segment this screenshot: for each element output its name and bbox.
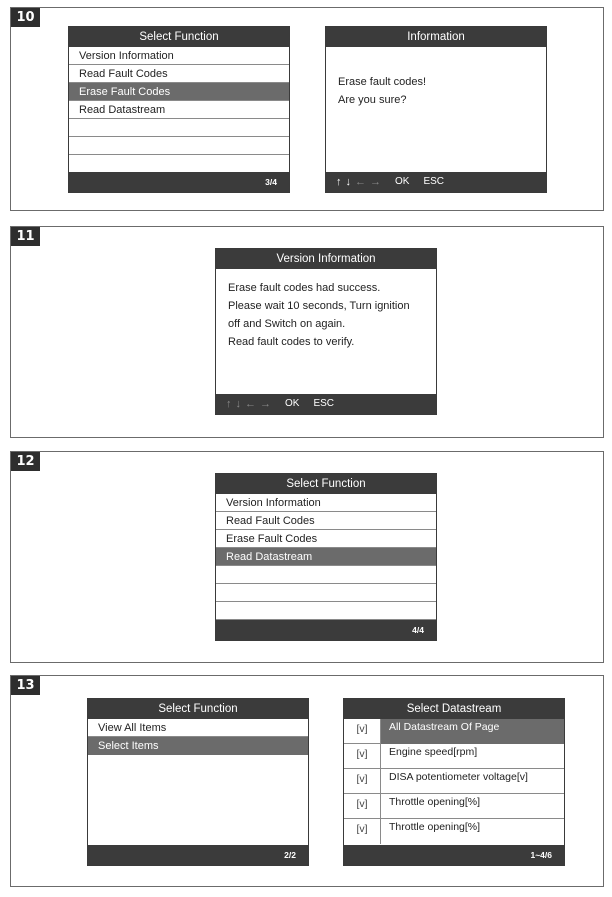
screen-title: Select Function bbox=[88, 699, 308, 719]
nav-keys bbox=[336, 172, 444, 192]
arrow-up-icon: ↑ bbox=[226, 398, 232, 410]
datastream-row[interactable] bbox=[344, 794, 564, 819]
arrow-right-icon: → bbox=[260, 398, 271, 410]
menu-item-empty bbox=[216, 584, 436, 602]
step-number-badge: 11 bbox=[11, 227, 40, 246]
menu-item-empty bbox=[216, 602, 436, 620]
arrow-down-icon[interactable]: ↓ bbox=[345, 176, 351, 188]
message-line: Read fault codes to verify. bbox=[228, 336, 355, 348]
row-checkbox[interactable]: [v] bbox=[344, 744, 381, 769]
row-label: Throttle opening[%] bbox=[389, 821, 481, 833]
select-function-screen bbox=[215, 473, 437, 641]
menu-item-version-information[interactable]: Version Information bbox=[216, 494, 436, 512]
screen-title: Select Function bbox=[216, 474, 436, 494]
step-10-panel bbox=[10, 7, 604, 211]
menu-item-read-datastream[interactable]: Read Datastream bbox=[216, 548, 436, 566]
screen-footer bbox=[326, 172, 546, 192]
page-indicator: 3/4 bbox=[265, 177, 277, 187]
row-checkbox[interactable]: [v] bbox=[344, 719, 381, 744]
screen-footer bbox=[88, 845, 308, 865]
ok-key[interactable]: OK bbox=[285, 398, 300, 409]
menu-item-read-fault-codes[interactable]: Read Fault Codes bbox=[69, 65, 289, 83]
menu-item-read-fault-codes[interactable]: Read Fault Codes bbox=[216, 512, 436, 530]
menu-item-erase-fault-codes[interactable]: Erase Fault Codes bbox=[216, 530, 436, 548]
arrow-right-icon: → bbox=[370, 176, 381, 188]
row-checkbox[interactable]: [v] bbox=[344, 794, 381, 819]
screen-footer bbox=[216, 620, 436, 640]
screen-title: Information bbox=[326, 27, 546, 47]
menu-item-version-information[interactable]: Version Information bbox=[69, 47, 289, 65]
menu-item-empty bbox=[69, 137, 289, 155]
message-line: Are you sure? bbox=[338, 94, 407, 106]
arrow-left-icon: ← bbox=[355, 176, 366, 188]
ok-key[interactable]: OK bbox=[395, 176, 410, 187]
arrow-left-icon: ← bbox=[245, 398, 256, 410]
datastream-list bbox=[344, 719, 564, 844]
result-message bbox=[228, 279, 426, 351]
row-checkbox[interactable]: [v] bbox=[344, 769, 381, 794]
screen-title: Version Information bbox=[216, 249, 436, 269]
select-function-screen bbox=[87, 698, 309, 866]
step-number-badge: 10 bbox=[11, 8, 40, 27]
datastream-row[interactable] bbox=[344, 769, 564, 794]
step-number-badge: 13 bbox=[11, 676, 40, 695]
select-function-screen bbox=[68, 26, 290, 193]
step-12-panel bbox=[10, 451, 604, 663]
information-screen bbox=[325, 26, 547, 193]
screen-footer bbox=[69, 172, 289, 192]
nav-keys bbox=[226, 394, 334, 414]
step-11-panel bbox=[10, 226, 604, 438]
menu-item-empty bbox=[69, 155, 289, 173]
row-label: Throttle opening[%] bbox=[389, 796, 481, 808]
message-line: Please wait 10 seconds, Turn ignition bbox=[228, 300, 410, 312]
menu-item-erase-fault-codes[interactable]: Erase Fault Codes bbox=[69, 83, 289, 101]
datastream-row[interactable] bbox=[344, 819, 564, 844]
menu-item-read-datastream[interactable]: Read Datastream bbox=[69, 101, 289, 119]
confirm-message bbox=[338, 73, 536, 109]
arrow-down-icon: ↓ bbox=[235, 398, 241, 410]
row-checkbox[interactable]: [v] bbox=[344, 819, 381, 844]
esc-key[interactable]: ESC bbox=[423, 176, 445, 187]
function-menu bbox=[69, 47, 289, 173]
function-menu bbox=[216, 494, 436, 620]
page-indicator: 1~4/6 bbox=[530, 850, 552, 860]
menu-item-select-items[interactable]: Select Items bbox=[88, 737, 308, 755]
arrow-up-icon[interactable]: ↑ bbox=[336, 176, 342, 188]
message-line: Erase fault codes! bbox=[338, 76, 427, 88]
menu-item-empty bbox=[69, 119, 289, 137]
row-label: DISA potentiometer voltage[v] bbox=[389, 771, 528, 783]
screen-footer bbox=[344, 845, 564, 865]
menu-item-empty bbox=[216, 566, 436, 584]
function-menu bbox=[88, 719, 308, 755]
page-indicator: 4/4 bbox=[412, 625, 424, 635]
datastream-row[interactable] bbox=[344, 719, 564, 744]
step-number-badge: 12 bbox=[11, 452, 40, 471]
row-label: Engine speed[rpm] bbox=[389, 746, 478, 758]
screen-title: Select Function bbox=[69, 27, 289, 47]
screen-footer bbox=[216, 394, 436, 414]
esc-key[interactable]: ESC bbox=[313, 398, 335, 409]
menu-item-view-all-items[interactable]: View All Items bbox=[88, 719, 308, 737]
message-line: Erase fault codes had success. bbox=[228, 282, 381, 294]
screen-title: Select Datastream bbox=[344, 699, 564, 719]
select-datastream-screen bbox=[343, 698, 565, 866]
version-information-screen bbox=[215, 248, 437, 415]
step-13-panel bbox=[10, 675, 604, 887]
page-indicator: 2/2 bbox=[284, 850, 296, 860]
datastream-row[interactable] bbox=[344, 744, 564, 769]
message-line: off and Switch on again. bbox=[228, 318, 346, 330]
row-label: All Datastream Of Page bbox=[381, 719, 564, 744]
